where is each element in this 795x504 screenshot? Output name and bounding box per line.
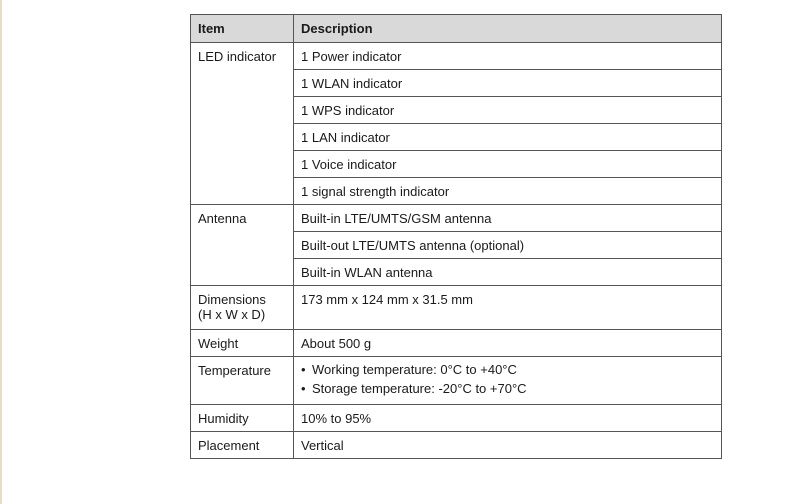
led-voice-cell: 1 Voice indicator	[294, 151, 722, 178]
list-item	[301, 378, 714, 400]
antenna-external-cell: Built-out LTE/UMTS antenna (optional)	[294, 232, 722, 259]
dimensions-value-cell: 173 mm x 124 mm x 31.5 mm	[294, 286, 722, 330]
table-header-row	[191, 15, 722, 43]
table-row	[191, 405, 722, 432]
temperature-bullet-list	[301, 359, 714, 400]
temperature-value-cell	[294, 357, 722, 405]
led-power-cell: 1 Power indicator	[294, 43, 722, 70]
row-label-led-indicator: LED indicator	[191, 43, 294, 205]
row-label-temperature: Temperature	[191, 357, 294, 405]
placement-value-cell: Vertical	[294, 432, 722, 459]
table-row	[191, 43, 722, 70]
header-description: Description	[294, 15, 722, 43]
table-row	[191, 205, 722, 232]
working-temperature-text: Working temperature: 0°C to +40°C	[312, 362, 517, 377]
antenna-wlan-cell: Built-in WLAN antenna	[294, 259, 722, 286]
table-row	[191, 432, 722, 459]
led-signal-cell: 1 signal strength indicator	[294, 178, 722, 205]
table-row	[191, 286, 722, 330]
row-label-antenna: Antenna	[191, 205, 294, 286]
humidity-value-cell: 10% to 95%	[294, 405, 722, 432]
row-label-placement: Placement	[191, 432, 294, 459]
bullet-icon: •	[301, 381, 306, 396]
row-label-weight: Weight	[191, 330, 294, 357]
led-wlan-cell: 1 WLAN indicator	[294, 70, 722, 97]
page-edge-border	[0, 0, 2, 504]
row-label-dimensions	[191, 286, 294, 330]
weight-value-cell: About 500 g	[294, 330, 722, 357]
led-lan-cell: 1 LAN indicator	[294, 124, 722, 151]
led-wps-cell: 1 WPS indicator	[294, 97, 722, 124]
bullet-icon: •	[301, 362, 306, 377]
storage-temperature-text: Storage temperature: -20°C to +70°C	[312, 381, 527, 396]
dimensions-label-line2: (H x W x D)	[198, 307, 266, 322]
dimensions-label-line1: Dimensions	[198, 292, 266, 307]
antenna-lte-umts-gsm-cell: Built-in LTE/UMTS/GSM antenna	[294, 205, 722, 232]
table-row	[191, 357, 722, 405]
specifications-table	[190, 14, 722, 459]
header-item: Item	[191, 15, 294, 43]
row-label-humidity: Humidity	[191, 405, 294, 432]
table-row	[191, 330, 722, 357]
